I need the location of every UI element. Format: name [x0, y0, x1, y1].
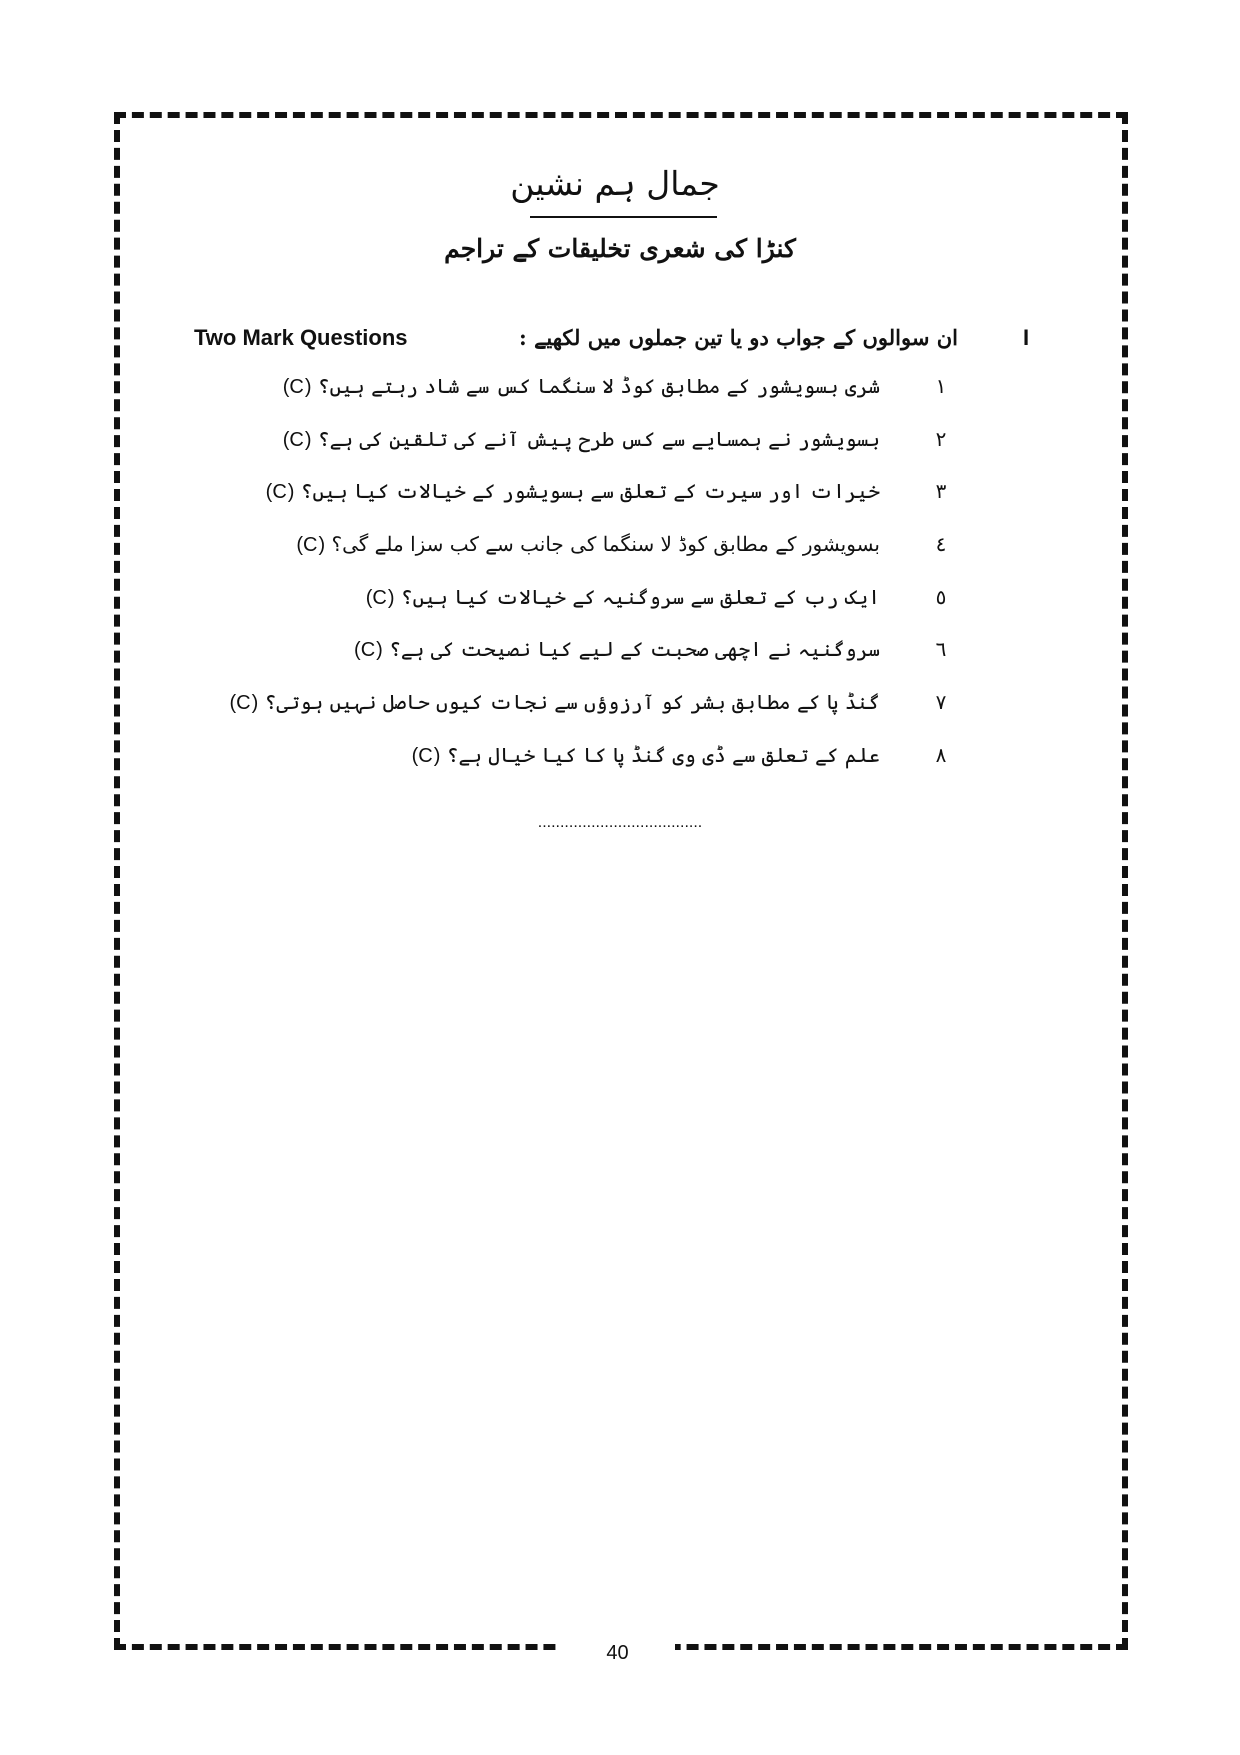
question-body: بسویشور نے ہمسایے سے کس طرح پیش آنے کی تلقین کی ہے؟	[317, 426, 880, 451]
marks-label: Two Mark Questions	[194, 325, 408, 350]
question-number: ٣	[935, 479, 947, 504]
question-number: ٢	[935, 426, 947, 451]
question-tag: (C)	[229, 692, 259, 715]
question-item	[229, 682, 960, 735]
question-number: ٧	[935, 690, 947, 715]
question-text	[400, 735, 880, 776]
question-list	[229, 366, 960, 788]
question-tag: (C)	[265, 481, 295, 504]
question-text	[229, 682, 880, 723]
question-tag: (C)	[282, 376, 312, 398]
question-body: خیرات اور سیرت کے تعلق سے بسویشور کے خیالات کیا ہیں؟	[300, 479, 880, 504]
dotted-separator: .....................................	[537, 814, 703, 831]
question-item	[265, 471, 960, 524]
question-number: ٤	[935, 532, 947, 557]
page-title: جمال ہم نشین	[510, 164, 720, 203]
question-tag: (C)	[411, 744, 441, 767]
question-body: شری بسویشور کے مطابق کوڈ لا سنگما کس سے شاد رہتے ہیں؟	[317, 374, 880, 398]
question-item	[365, 577, 960, 630]
question-body: علم کے تعلق سے ڈی وی گنڈ پا کا کیا خیال ہے؟	[446, 742, 880, 767]
question-body: گنڈ پا کے مطابق بشر کو آرزوؤں سے نجات کیوں حاصل نہیں ہوتی؟	[264, 690, 880, 715]
question-text	[354, 629, 880, 670]
question-item	[354, 629, 960, 682]
question-number: ٥	[935, 584, 947, 609]
question-body: بسویشور کے مطابق کوڈ لا سنگما کی جانب سے کب سزا ملے گی؟	[331, 532, 880, 557]
title-underline	[530, 216, 717, 218]
question-text	[282, 366, 880, 407]
question-tag: (C)	[282, 428, 312, 451]
page-number: 40	[606, 1642, 629, 1664]
question-item	[282, 366, 960, 419]
question-text	[365, 577, 880, 618]
question-text	[296, 524, 880, 565]
question-item	[296, 524, 960, 577]
question-number: ٨	[935, 742, 947, 767]
question-tag: (C)	[296, 534, 326, 557]
question-tag: (C)	[354, 639, 383, 662]
section-number: I	[1022, 325, 1030, 350]
question-number: ١	[935, 374, 947, 398]
question-body: سروگنیہ نے اچھی صحبت کے لیے کیا نصیحت کی ہے؟	[389, 637, 880, 662]
section-instruction: ان سوالوں کے جواب دو یا تین جملوں میں لکھیے :	[519, 325, 958, 350]
question-text	[282, 419, 880, 460]
page-subtitle: کنڑا کی شعری تخلیقات کے تراجم	[444, 234, 796, 263]
question-number: ٦	[935, 637, 947, 662]
question-item	[282, 419, 960, 472]
question-item	[400, 735, 960, 788]
question-tag: (C)	[365, 586, 395, 609]
question-text	[265, 471, 880, 512]
question-body: ایک رب کے تعلق سے سروگنیہ کے خیالات کیا ہیں؟	[400, 584, 880, 609]
